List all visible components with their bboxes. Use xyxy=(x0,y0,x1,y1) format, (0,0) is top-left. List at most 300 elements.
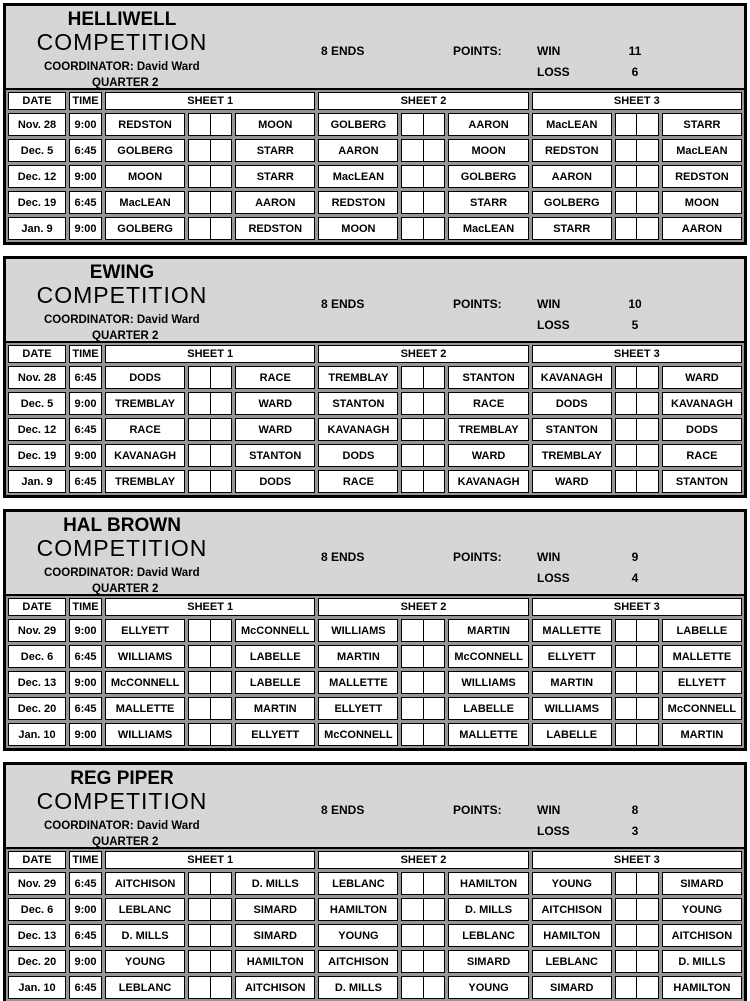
score-box xyxy=(211,367,232,388)
score-box xyxy=(189,899,211,920)
score-box xyxy=(402,899,424,920)
score-box xyxy=(211,873,232,894)
time-column-header: TIME xyxy=(69,851,102,869)
score-box xyxy=(616,140,638,161)
team-name-cell: LEBLANC xyxy=(318,872,398,895)
date-cell: Dec. 5 xyxy=(8,139,66,162)
score-box xyxy=(189,672,211,693)
sheet2-header: SHEET 2 xyxy=(318,851,528,869)
score-box xyxy=(424,393,445,414)
score-boxes xyxy=(615,645,659,668)
score-box xyxy=(189,445,211,466)
team-name-cell: DODS xyxy=(662,418,742,441)
quarter-label: QUARTER 2 xyxy=(92,330,159,342)
team-name-cell: TREMBLAY xyxy=(105,392,185,415)
score-box xyxy=(189,724,211,745)
date-column-header: DATE xyxy=(8,598,66,616)
team-name-cell: DODS xyxy=(532,392,612,415)
date-cell: Jan. 9 xyxy=(8,217,66,240)
team-name-cell: WILLIAMS xyxy=(105,645,185,668)
time-cell: 9:00 xyxy=(69,113,102,136)
team-name-cell: LEBLANC xyxy=(448,924,528,947)
team-name-cell: HAMILTON xyxy=(532,924,612,947)
team-name-cell: WILLIAMS xyxy=(448,671,528,694)
score-box xyxy=(402,140,424,161)
date-column-header: DATE xyxy=(8,851,66,869)
score-boxes xyxy=(615,165,659,188)
score-box xyxy=(616,218,638,239)
score-box xyxy=(189,925,211,946)
date-cell: Jan. 10 xyxy=(8,723,66,746)
team-name-cell: LEBLANC xyxy=(105,898,185,921)
score-box xyxy=(211,672,232,693)
time-cell: 6:45 xyxy=(69,976,102,999)
score-box xyxy=(637,192,658,213)
team-name-cell: RACE xyxy=(448,392,528,415)
score-boxes xyxy=(188,924,232,947)
win-label: WIN xyxy=(537,297,561,311)
team-name-cell: STANTON xyxy=(662,470,742,493)
score-boxes xyxy=(188,872,232,895)
competition-word: COMPETITION xyxy=(36,535,208,561)
score-box xyxy=(211,951,232,972)
score-box xyxy=(424,192,445,213)
competition-header-band xyxy=(6,259,744,343)
score-boxes xyxy=(401,976,445,999)
team-name-cell: GOLBERG xyxy=(105,217,185,240)
team-name-cell: MALLETTE xyxy=(532,619,612,642)
score-box xyxy=(402,393,424,414)
score-box xyxy=(637,698,658,719)
league-schedule-page xyxy=(0,3,750,1001)
competition-section xyxy=(3,3,747,245)
score-box xyxy=(211,899,232,920)
score-boxes xyxy=(615,366,659,389)
score-box xyxy=(189,114,211,135)
score-box xyxy=(211,698,232,719)
team-name-cell: SIMARD xyxy=(448,950,528,973)
competition-word: COMPETITION xyxy=(36,282,208,308)
score-box xyxy=(189,951,211,972)
win-label: WIN xyxy=(537,44,561,58)
team-name-cell: DODS xyxy=(318,444,398,467)
score-box xyxy=(616,114,638,135)
date-cell: Nov. 29 xyxy=(8,619,66,642)
score-boxes xyxy=(401,950,445,973)
score-box xyxy=(637,393,658,414)
score-box xyxy=(637,166,658,187)
time-cell: 6:45 xyxy=(69,924,102,947)
team-name-cell: MOON xyxy=(448,139,528,162)
score-box xyxy=(637,873,658,894)
time-cell: 6:45 xyxy=(69,418,102,441)
score-box xyxy=(616,672,638,693)
score-box xyxy=(616,646,638,667)
team-name-cell: ELLYETT xyxy=(318,697,398,720)
team-name-cell: MALLETTE xyxy=(662,645,742,668)
sheet2-header: SHEET 2 xyxy=(318,345,528,363)
score-box xyxy=(189,218,211,239)
score-boxes xyxy=(401,139,445,162)
score-boxes xyxy=(615,950,659,973)
time-cell: 6:45 xyxy=(69,191,102,214)
score-box xyxy=(616,445,638,466)
team-name-cell: STANTON xyxy=(448,366,528,389)
win-label: WIN xyxy=(537,550,561,564)
team-name-cell: HAMILTON xyxy=(235,950,315,973)
score-box xyxy=(637,620,658,641)
score-box xyxy=(189,873,211,894)
team-name-cell: HAMILTON xyxy=(448,872,528,895)
competition-section xyxy=(3,762,747,1001)
score-box xyxy=(424,925,445,946)
score-boxes xyxy=(615,671,659,694)
ends-label: 8 ENDS xyxy=(321,550,365,564)
team-name-cell: KAVANAGH xyxy=(662,392,742,415)
score-boxes xyxy=(401,113,445,136)
win-points-value: 9 xyxy=(631,550,639,564)
team-name-cell: WILLIAMS xyxy=(105,723,185,746)
loss-points-value: 4 xyxy=(631,571,639,585)
sheet1-header: SHEET 1 xyxy=(105,345,315,363)
score-boxes xyxy=(401,898,445,921)
date-cell: Dec. 19 xyxy=(8,191,66,214)
team-name-cell: YOUNG xyxy=(532,872,612,895)
team-name-cell: REDSTON xyxy=(105,113,185,136)
team-name-cell: TREMBLAY xyxy=(318,366,398,389)
competition-word: COMPETITION xyxy=(36,788,208,814)
score-boxes xyxy=(615,470,659,493)
score-box xyxy=(402,724,424,745)
score-boxes xyxy=(188,366,232,389)
team-name-cell: AARON xyxy=(532,165,612,188)
time-cell: 9:00 xyxy=(69,671,102,694)
team-name-cell: WILLIAMS xyxy=(318,619,398,642)
team-name-cell: ELLYETT xyxy=(105,619,185,642)
team-name-cell: YOUNG xyxy=(662,898,742,921)
score-box xyxy=(424,646,445,667)
score-boxes xyxy=(615,217,659,240)
score-boxes xyxy=(188,619,232,642)
team-name-cell: KAVANAGH xyxy=(532,366,612,389)
competition-word: COMPETITION xyxy=(36,29,208,55)
loss-label: LOSS xyxy=(537,571,570,585)
score-boxes xyxy=(401,191,445,214)
team-name-cell: WARD xyxy=(662,366,742,389)
score-box xyxy=(424,166,445,187)
team-name-cell: AARON xyxy=(235,191,315,214)
score-boxes xyxy=(401,697,445,720)
score-box xyxy=(424,367,445,388)
team-name-cell: REDSTON xyxy=(532,139,612,162)
loss-points-value: 3 xyxy=(631,824,639,838)
date-cell: Jan. 9 xyxy=(8,470,66,493)
team-name-cell: MARTIN xyxy=(448,619,528,642)
team-name-cell: LEBLANC xyxy=(105,976,185,999)
score-box xyxy=(402,698,424,719)
team-name-cell: KAVANAGH xyxy=(105,444,185,467)
score-box xyxy=(616,977,638,998)
team-name-cell: MALLETTE xyxy=(448,723,528,746)
score-box xyxy=(402,367,424,388)
team-name-cell: D. MILLS xyxy=(448,898,528,921)
date-cell: Nov. 28 xyxy=(8,113,66,136)
schedule-table xyxy=(6,849,744,1001)
team-name-cell: McCONNELL xyxy=(235,619,315,642)
team-name-cell: AITCHISON xyxy=(318,950,398,973)
score-box xyxy=(637,899,658,920)
score-boxes xyxy=(188,217,232,240)
score-boxes xyxy=(401,872,445,895)
team-name-cell: MacLEAN xyxy=(318,165,398,188)
score-box xyxy=(424,114,445,135)
win-label: WIN xyxy=(537,803,561,817)
loss-label: LOSS xyxy=(537,824,570,838)
score-box xyxy=(637,724,658,745)
competition-header-band xyxy=(6,765,744,849)
score-boxes xyxy=(188,645,232,668)
quarter-label: QUARTER 2 xyxy=(92,583,159,595)
competition-header-band xyxy=(6,6,744,90)
team-name-cell: MOON xyxy=(318,217,398,240)
score-box xyxy=(616,951,638,972)
team-name-cell: GOLBERG xyxy=(532,191,612,214)
win-points-value: 8 xyxy=(631,803,639,817)
date-cell: Dec. 19 xyxy=(8,444,66,467)
time-cell: 6:45 xyxy=(69,645,102,668)
score-box xyxy=(211,724,232,745)
time-cell: 6:45 xyxy=(69,366,102,389)
team-name-cell: LABELLE xyxy=(532,723,612,746)
score-box xyxy=(637,672,658,693)
team-name-cell: REDSTON xyxy=(662,165,742,188)
team-name-cell: MARTIN xyxy=(318,645,398,668)
time-cell: 9:00 xyxy=(69,165,102,188)
team-name-cell: MacLEAN xyxy=(662,139,742,162)
score-box xyxy=(424,471,445,492)
sheet2-header: SHEET 2 xyxy=(318,92,528,110)
score-boxes xyxy=(401,165,445,188)
team-name-cell: WARD xyxy=(235,418,315,441)
ends-label: 8 ENDS xyxy=(321,297,365,311)
score-box xyxy=(211,393,232,414)
team-name-cell: ELLYETT xyxy=(235,723,315,746)
competition-name: HAL BROWN xyxy=(63,515,181,536)
score-box xyxy=(637,646,658,667)
team-name-cell: TREMBLAY xyxy=(532,444,612,467)
score-box xyxy=(189,977,211,998)
coordinator-label: COORDINATOR: David Ward xyxy=(44,567,200,579)
schedule-table xyxy=(6,596,744,748)
team-name-cell: LABELLE xyxy=(448,697,528,720)
team-name-cell: MALLETTE xyxy=(105,697,185,720)
sheet3-header: SHEET 3 xyxy=(532,598,742,616)
competition-name: EWING xyxy=(89,262,155,283)
points-label: POINTS: xyxy=(453,803,502,817)
coordinator-label: COORDINATOR: David Ward xyxy=(44,61,200,73)
date-cell: Dec. 13 xyxy=(8,671,66,694)
team-name-cell: STARR xyxy=(235,139,315,162)
score-box xyxy=(211,140,232,161)
score-boxes xyxy=(615,418,659,441)
score-box xyxy=(402,192,424,213)
score-boxes xyxy=(188,950,232,973)
coordinator-label: COORDINATOR: David Ward xyxy=(44,820,200,832)
team-name-cell: MOON xyxy=(662,191,742,214)
team-name-cell: WARD xyxy=(448,444,528,467)
team-name-cell: TREMBLAY xyxy=(448,418,528,441)
team-name-cell: RACE xyxy=(318,470,398,493)
team-name-cell: McCONNELL xyxy=(448,645,528,668)
score-box xyxy=(424,873,445,894)
quarter-label: QUARTER 2 xyxy=(92,836,159,848)
team-name-cell: RACE xyxy=(662,444,742,467)
score-boxes xyxy=(188,418,232,441)
score-box xyxy=(637,925,658,946)
team-name-cell: REDSTON xyxy=(318,191,398,214)
quarter-label: QUARTER 2 xyxy=(92,77,159,89)
score-box xyxy=(211,925,232,946)
score-box xyxy=(402,218,424,239)
team-name-cell: LEBLANC xyxy=(532,950,612,973)
score-box xyxy=(637,471,658,492)
sheet1-header: SHEET 1 xyxy=(105,851,315,869)
team-name-cell: AITCHISON xyxy=(532,898,612,921)
team-name-cell: AARON xyxy=(318,139,398,162)
score-box xyxy=(637,114,658,135)
points-label: POINTS: xyxy=(453,297,502,311)
score-boxes xyxy=(615,619,659,642)
schedule-table xyxy=(6,343,744,495)
score-boxes xyxy=(188,723,232,746)
score-box xyxy=(402,646,424,667)
time-cell: 9:00 xyxy=(69,444,102,467)
score-boxes xyxy=(615,444,659,467)
time-cell: 9:00 xyxy=(69,392,102,415)
team-name-cell: McCONNELL xyxy=(662,697,742,720)
score-box xyxy=(211,192,232,213)
date-cell: Dec. 6 xyxy=(8,898,66,921)
ends-label: 8 ENDS xyxy=(321,803,365,817)
time-column-header: TIME xyxy=(69,598,102,616)
team-name-cell: STANTON xyxy=(318,392,398,415)
team-name-cell: RACE xyxy=(235,366,315,389)
team-name-cell: HAMILTON xyxy=(318,898,398,921)
team-name-cell: AITCHISON xyxy=(105,872,185,895)
score-boxes xyxy=(615,898,659,921)
score-boxes xyxy=(615,392,659,415)
date-cell: Nov. 29 xyxy=(8,872,66,895)
points-label: POINTS: xyxy=(453,44,502,58)
competition-section xyxy=(3,256,747,498)
score-box xyxy=(402,166,424,187)
team-name-cell: GOLBERG xyxy=(448,165,528,188)
score-boxes xyxy=(188,392,232,415)
loss-points-value: 5 xyxy=(631,318,639,332)
score-box xyxy=(637,419,658,440)
team-name-cell: SIMARD xyxy=(662,872,742,895)
score-box xyxy=(211,471,232,492)
score-boxes xyxy=(615,872,659,895)
score-box xyxy=(424,140,445,161)
time-cell: 6:45 xyxy=(69,139,102,162)
score-box xyxy=(637,367,658,388)
score-box xyxy=(424,724,445,745)
team-name-cell: ELLYETT xyxy=(532,645,612,668)
score-boxes xyxy=(401,619,445,642)
competition-section xyxy=(3,509,747,751)
score-box xyxy=(189,166,211,187)
score-boxes xyxy=(615,697,659,720)
score-box xyxy=(211,419,232,440)
team-name-cell: D. MILLS xyxy=(105,924,185,947)
time-cell: 6:45 xyxy=(69,697,102,720)
score-box xyxy=(424,899,445,920)
score-box xyxy=(424,445,445,466)
score-box xyxy=(189,698,211,719)
score-box xyxy=(616,166,638,187)
score-box xyxy=(211,977,232,998)
date-cell: Dec. 20 xyxy=(8,950,66,973)
team-name-cell: AARON xyxy=(662,217,742,240)
team-name-cell: MARTIN xyxy=(532,671,612,694)
score-boxes xyxy=(188,165,232,188)
team-name-cell: D. MILLS xyxy=(235,872,315,895)
sheet1-header: SHEET 1 xyxy=(105,92,315,110)
score-box xyxy=(424,951,445,972)
score-box xyxy=(424,977,445,998)
score-boxes xyxy=(188,671,232,694)
score-boxes xyxy=(188,470,232,493)
date-cell: Dec. 6 xyxy=(8,645,66,668)
team-name-cell: MARTIN xyxy=(235,697,315,720)
sheet1-header: SHEET 1 xyxy=(105,598,315,616)
score-boxes xyxy=(401,444,445,467)
team-name-cell: DODS xyxy=(105,366,185,389)
date-cell: Dec. 12 xyxy=(8,418,66,441)
score-box xyxy=(616,724,638,745)
team-name-cell: ELLYETT xyxy=(662,671,742,694)
competition-header-band xyxy=(6,512,744,596)
team-name-cell: MALLETTE xyxy=(318,671,398,694)
team-name-cell: McCONNELL xyxy=(105,671,185,694)
team-name-cell: STARR xyxy=(662,113,742,136)
date-column-header: DATE xyxy=(8,345,66,363)
team-name-cell: WARD xyxy=(235,392,315,415)
score-box xyxy=(211,166,232,187)
date-cell: Dec. 5 xyxy=(8,392,66,415)
team-name-cell: AITCHISON xyxy=(235,976,315,999)
score-boxes xyxy=(188,444,232,467)
score-boxes xyxy=(615,113,659,136)
time-cell: 6:45 xyxy=(69,470,102,493)
team-name-cell: KAVANAGH xyxy=(448,470,528,493)
time-cell: 6:45 xyxy=(69,872,102,895)
score-box xyxy=(189,192,211,213)
loss-label: LOSS xyxy=(537,318,570,332)
score-boxes xyxy=(615,723,659,746)
score-box xyxy=(402,445,424,466)
team-name-cell: MacLEAN xyxy=(448,217,528,240)
team-name-cell: SIMARD xyxy=(532,976,612,999)
team-name-cell: RACE xyxy=(105,418,185,441)
loss-label: LOSS xyxy=(537,65,570,79)
team-name-cell: MARTIN xyxy=(662,723,742,746)
score-box xyxy=(189,140,211,161)
sheet3-header: SHEET 3 xyxy=(532,92,742,110)
date-cell: Dec. 12 xyxy=(8,165,66,188)
team-name-cell: DODS xyxy=(235,470,315,493)
